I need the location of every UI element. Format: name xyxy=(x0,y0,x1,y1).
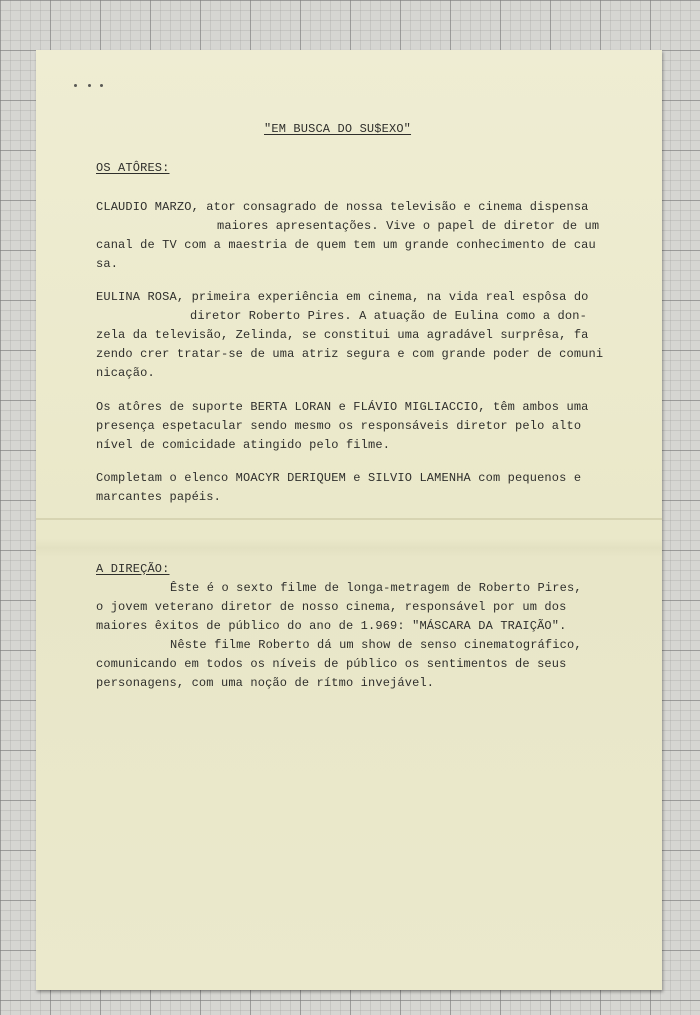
paragraph-line: CLAUDIO MARZO, ator consagrado de nossa televisão e cinema dispensa xyxy=(96,200,589,214)
paragraph-line: Nêste filme Roberto dá um show de senso cinematográfico, xyxy=(170,638,582,652)
paragraph-line: nicação. xyxy=(96,366,155,380)
paragraph-line: maiores êxitos de público do ano de 1.969: "MÁSCARA DA TRAIÇÃO". xyxy=(96,619,567,633)
typewritten-page xyxy=(36,50,662,990)
ink-dot-mark xyxy=(100,84,103,87)
paragraph-line: personagens, com uma noção de rítmo invejável. xyxy=(96,676,435,690)
paragraph-line: Êste é o sexto filme de longa-metragem de Roberto Pires, xyxy=(170,581,582,595)
paragraph-line: o jovem veterano diretor de nosso cinema, responsável por um dos xyxy=(96,600,567,614)
paragraph-line: comunicando em todos os níveis de público os sentimentos de seus xyxy=(96,657,567,671)
paragraph-line: nível de comicidade atingido pelo filme. xyxy=(96,438,391,452)
paper-fold-line xyxy=(36,518,662,520)
paragraph-line: Os atôres de suporte BERTA LORAN e FLÁVIO MIGLIACCIO, têm ambos uma xyxy=(96,400,589,414)
document-title: "EM BUSCA DO SU$EXO" xyxy=(264,122,412,136)
paragraph-line: canal de TV com a maestria de quem tem um grande conhecimento de cau xyxy=(96,238,596,252)
paragraph-line: zendo crer tratar-se de uma atriz segura e com grande poder de comuni xyxy=(96,347,604,361)
paragraph-line: Completam o elenco MOACYR DERIQUEM e SILVIO LAMENHA com pequenos e xyxy=(96,471,582,485)
paragraph-line: zela da televisão, Zelinda, se constitui uma agradável surprêsa, fa xyxy=(96,328,589,342)
paragraph-line: maiores apresentações. Vive o papel de diretor de um xyxy=(217,219,600,233)
paragraph-line: EULINA ROSA, primeira experiência em cinema, na vida real espôsa do xyxy=(96,290,589,304)
ink-dot-mark xyxy=(74,84,77,87)
actors-heading: OS ATÔRES: xyxy=(96,161,170,175)
paragraph-line: sa. xyxy=(96,257,119,271)
paragraph-line: presença espetacular sendo mesmo os responsáveis diretor pelo alto xyxy=(96,419,582,433)
ink-dot-mark xyxy=(88,84,91,87)
paragraph-line: diretor Roberto Pires. A atuação de Eulina como a don- xyxy=(190,309,587,323)
paragraph-line: marcantes papéis. xyxy=(96,490,221,504)
direction-heading: A DIREÇÃO: xyxy=(96,562,170,576)
